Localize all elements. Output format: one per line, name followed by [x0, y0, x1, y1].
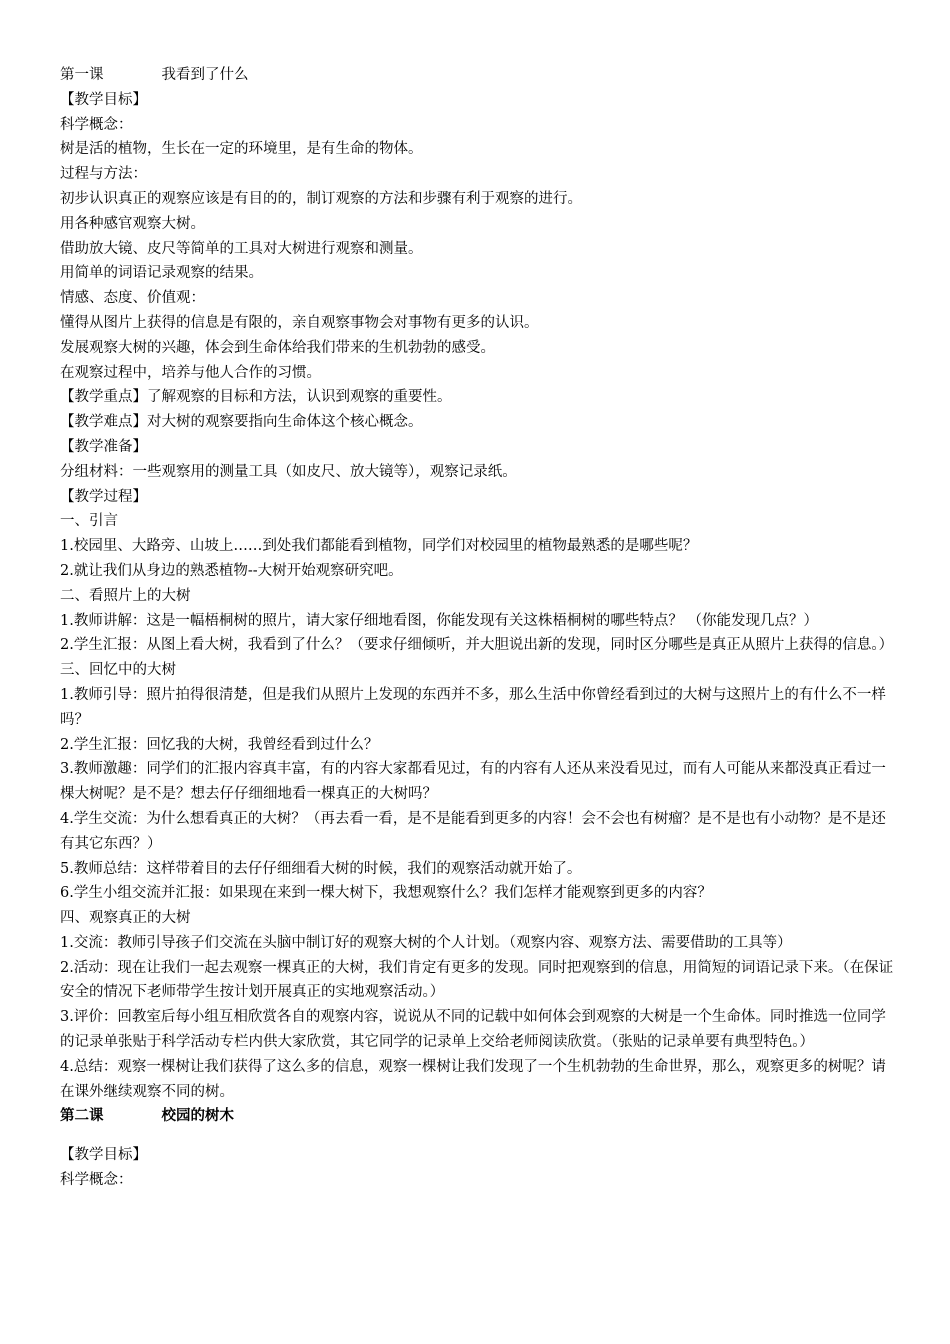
document-page: [60, 63, 900, 1193]
paragraph-line: 用简单的词语记录观察的结果。: [60, 265, 263, 282]
paragraph-line: 二、看照片上的大树: [60, 587, 191, 604]
paragraph-line: 2.学生汇报：从图上看大树，我看到了什么？（要求仔细倾听，并大胆说出新的发现，同时区分哪些是真正从照片上获得的信息。）: [60, 637, 894, 654]
paragraph-line: 发展观察大树的兴趣，体会到生命体给我们带来的生机勃勃的感受。: [60, 339, 495, 356]
paragraph-line: 1.校园里、大路旁、山坡上……到处我们都能看到植物，同学们对校园里的植物最熟悉的是哪些呢？: [60, 538, 698, 555]
paragraph-line: 在观察过程中，培养与他人合作的习惯。: [60, 364, 321, 381]
lesson2-title-number: 第二课: [60, 1108, 104, 1125]
lesson2-title-name: 校园的树木: [161, 1108, 234, 1125]
paragraph-line: 借助放大镜、皮尺等简单的工具对大树进行观察和测量。: [60, 240, 423, 257]
paragraph-line: 6.学生小组交流并汇报：如果现在来到一棵大树下，我想观察什么？我们怎样才能观察到更多的内容？: [60, 885, 712, 902]
lesson2-body: [60, 1143, 900, 1193]
paragraph-line: 3.评价：回教室后每小组互相欣赏各自的观察内容，说说从不同的记载中如何体会到观察的大树是一个生命体。同时推选一位同学的记录单张贴于科学活动专栏内供大家欣赏，其它同学的记录单上交给老师阅读欣赏。（张贴的记录单要有典型特色。）: [60, 1009, 886, 1051]
paragraph-line: 【教学目标】: [60, 91, 147, 108]
paragraph-line: 2.就让我们从身边的熟悉植物--大树开始观察研究吧。: [60, 562, 403, 579]
paragraph-line: 用各种感官观察大树。: [60, 215, 205, 232]
spacer: [60, 1129, 900, 1143]
paragraph-line: 一、引言: [60, 513, 118, 530]
paragraph-line: 3.教师激趣：同学们的汇报内容真丰富，有的内容大家都看见过，有的内容有人还从来没看见过，而有人可能从来都没真正看过一棵大树呢？是不是？想去仔仔细细地看一棵真正的大树吗？: [60, 761, 886, 803]
paragraph-line: 1.教师讲解：这是一幅梧桐树的照片，请大家仔细地看图，你能发现有关这株梧桐树的哪些特点？ （你能发现几点？）: [60, 612, 818, 629]
paragraph-line: 【教学重点】了解观察的目标和方法，认识到观察的重要性。: [60, 389, 452, 406]
paragraph-line: 5.教师总结：这样带着目的去仔仔细细看大树的时候，我们的观察活动就开始了。: [60, 860, 582, 877]
paragraph-line: 过程与方法：: [60, 166, 147, 183]
lesson2-title: [60, 1104, 900, 1129]
paragraph-line: 科学概念：: [60, 116, 133, 133]
paragraph-line: 4.学生交流：为什么想看真正的大树？（再去看一看，是不是能看到更多的内容！会不会也有树瘤？是不是也有小动物？是不是还有其它东西？）: [60, 810, 886, 852]
paragraph-line: 2.学生汇报：回忆我的大树，我曾经看到过什么？: [60, 736, 379, 753]
paragraph-line: 1.教师引导：照片拍得很清楚，但是我们从照片上发现的东西并不多，那么生活中你曾经看到过的大树与这照片上的有什么不一样吗？: [60, 686, 886, 728]
paragraph-line: 1.交流：教师引导孩子们交流在头脑中制订好的观察大树的个人计划。（观察内容、观察方法、需要借助的工具等）: [60, 934, 792, 951]
paragraph-line: 分组材料：一些观察用的测量工具（如皮尺、放大镜等），观察记录纸。: [60, 463, 517, 480]
paragraph-line: 树是活的植物，生长在一定的环境里，是有生命的物体。: [60, 141, 423, 158]
paragraph-line: 【教学准备】: [60, 438, 147, 455]
paragraph-line: 初步认识真正的观察应该是有目的的，制订观察的方法和步骤有利于观察的进行。: [60, 190, 582, 207]
paragraph-line: 4.总结：观察一棵树让我们获得了这么多的信息，观察一棵树让我们发现了一个生机勃勃的生命世界，那么，观察更多的树呢？请在课外继续观察不同的树。: [60, 1058, 886, 1100]
paragraph-line: 2.活动：现在让我们一起去观察一棵真正的大树，我们肯定有更多的发现。同时把观察到的信息，用简短的词语记录下来。（在保证安全的情况下老师带学生按计划开展真正的实地观察活动。）: [60, 959, 894, 1001]
paragraph-line: 科学概念：: [60, 1172, 133, 1189]
lesson1-title-name: 我看到了什么: [161, 67, 249, 83]
lesson1-title-number: 第一课: [60, 67, 104, 83]
lesson1-title: [60, 63, 900, 88]
paragraph-line: 【教学过程】: [60, 488, 147, 505]
lesson1-body: [60, 88, 900, 1105]
paragraph-line: 情感、态度、价值观：: [60, 290, 205, 307]
paragraph-line: 懂得从图片上获得的信息是有限的，亲自观察事物会对事物有更多的认识。: [60, 314, 539, 331]
paragraph-line: 三、回忆中的大树: [60, 662, 176, 679]
paragraph-line: 【教学难点】对大树的观察要指向生命体这个核心概念。: [60, 414, 423, 431]
paragraph-line: 四、观察真正的大树: [60, 910, 191, 927]
paragraph-line: 【教学目标】: [60, 1147, 147, 1164]
